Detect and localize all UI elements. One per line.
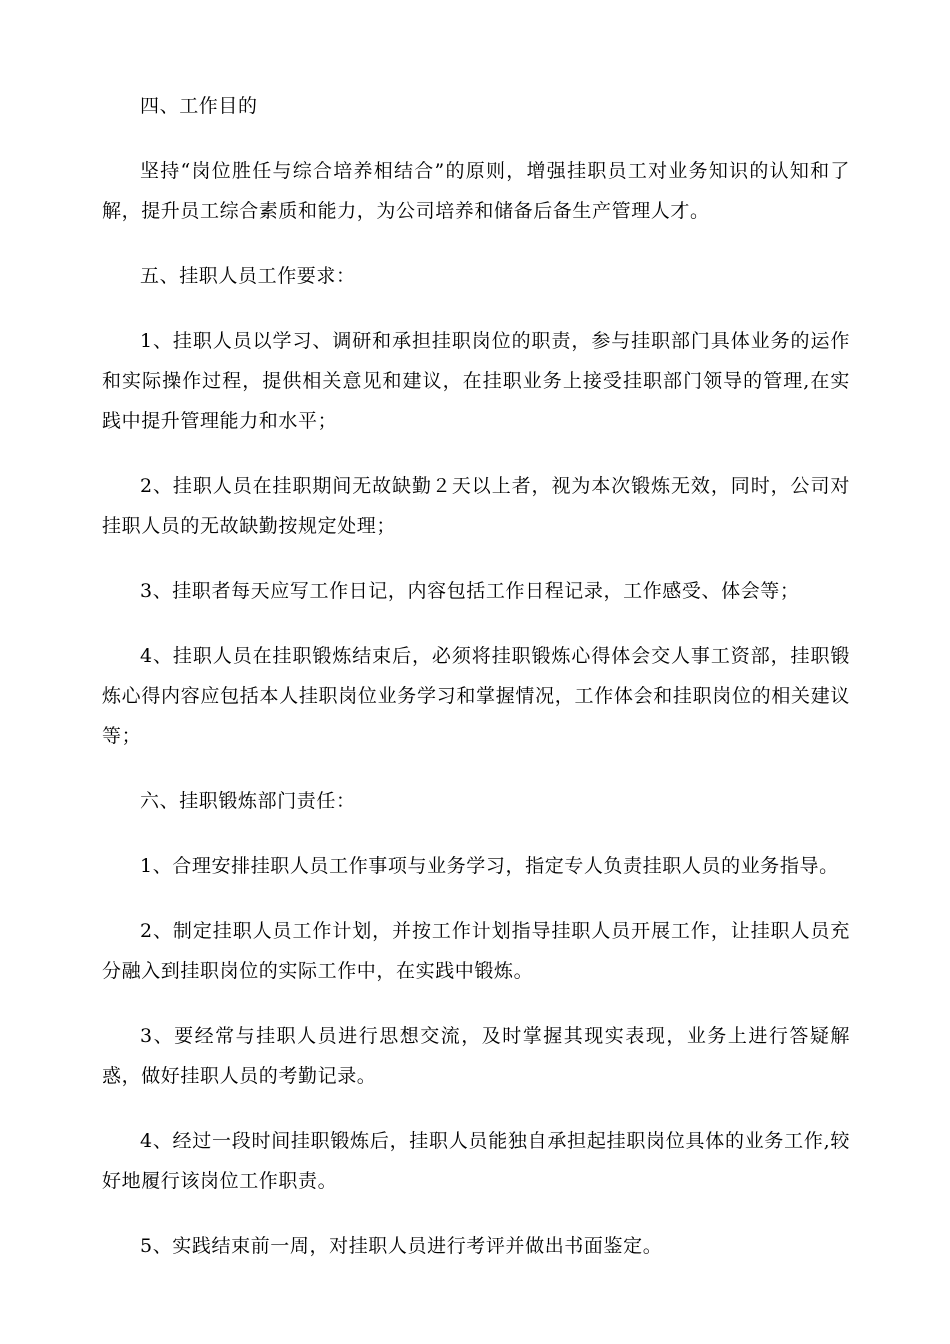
requirement-item-2: 2、挂职人员在挂职期间无故缺勤２天以上者，视为本次锻炼无效，同时，公司对挂职人员的无故缺勤按规定处理；: [102, 475, 850, 537]
requirement-item-3: 3、挂职者每天应写工作日记，内容包括工作日程记录，工作感受、体会等；: [140, 580, 800, 602]
responsibility-item-2: 2、制定挂职人员工作计划，并按工作计划指导挂职人员开展工作，让挂职人员充分融入到挂职岗位的实际工作中，在实践中锻炼。: [102, 920, 850, 982]
responsibility-item-3: 3、要经常与挂职人员进行思想交流，及时掌握其现实表现，业务上进行答疑解惑，做好挂职人员的考勤记录。: [102, 1025, 850, 1087]
requirement-item-1: 1、挂职人员以学习、调研和承担挂职岗位的职责，参与挂职部门具体业务的运作和实际操作过程，提供相关意见和建议，在挂职业务上接受挂职部门领导的管理,在实践中提升管理能力和水平；: [102, 330, 850, 432]
section-heading-department-responsibilities: 六、挂职锻炼部门责任：: [140, 790, 356, 812]
section-heading-staff-requirements: 五、挂职人员工作要求：: [140, 265, 356, 287]
section-heading-work-purpose: 四、工作目的: [140, 95, 258, 117]
requirement-item-4: 4、挂职人员在挂职锻炼结束后，必须将挂职锻炼心得体会交人事工资部，挂职锻炼心得内容应包括本人挂职岗位业务学习和掌握情况，工作体会和挂职岗位的相关建议等；: [102, 645, 850, 747]
responsibility-item-4: 4、经过一段时间挂职锻炼后，挂职人员能独自承担起挂职岗位具体的业务工作,较好地履行该岗位工作职责。: [102, 1130, 850, 1192]
responsibility-item-5: 5、实践结束前一周，对挂职人员进行考评并做出书面鉴定。: [140, 1235, 663, 1257]
responsibility-item-1: 1、合理安排挂职人员工作事项与业务学习，指定专人负责挂职人员的业务指导。: [140, 855, 839, 877]
paragraph-work-purpose: 坚持“岗位胜任与综合培养相结合”的原则，增强挂职员工对业务知识的认知和了解，提升员工综合素质和能力，为公司培养和储备后备生产管理人才。: [102, 160, 850, 222]
document-body: [102, 86, 850, 1291]
